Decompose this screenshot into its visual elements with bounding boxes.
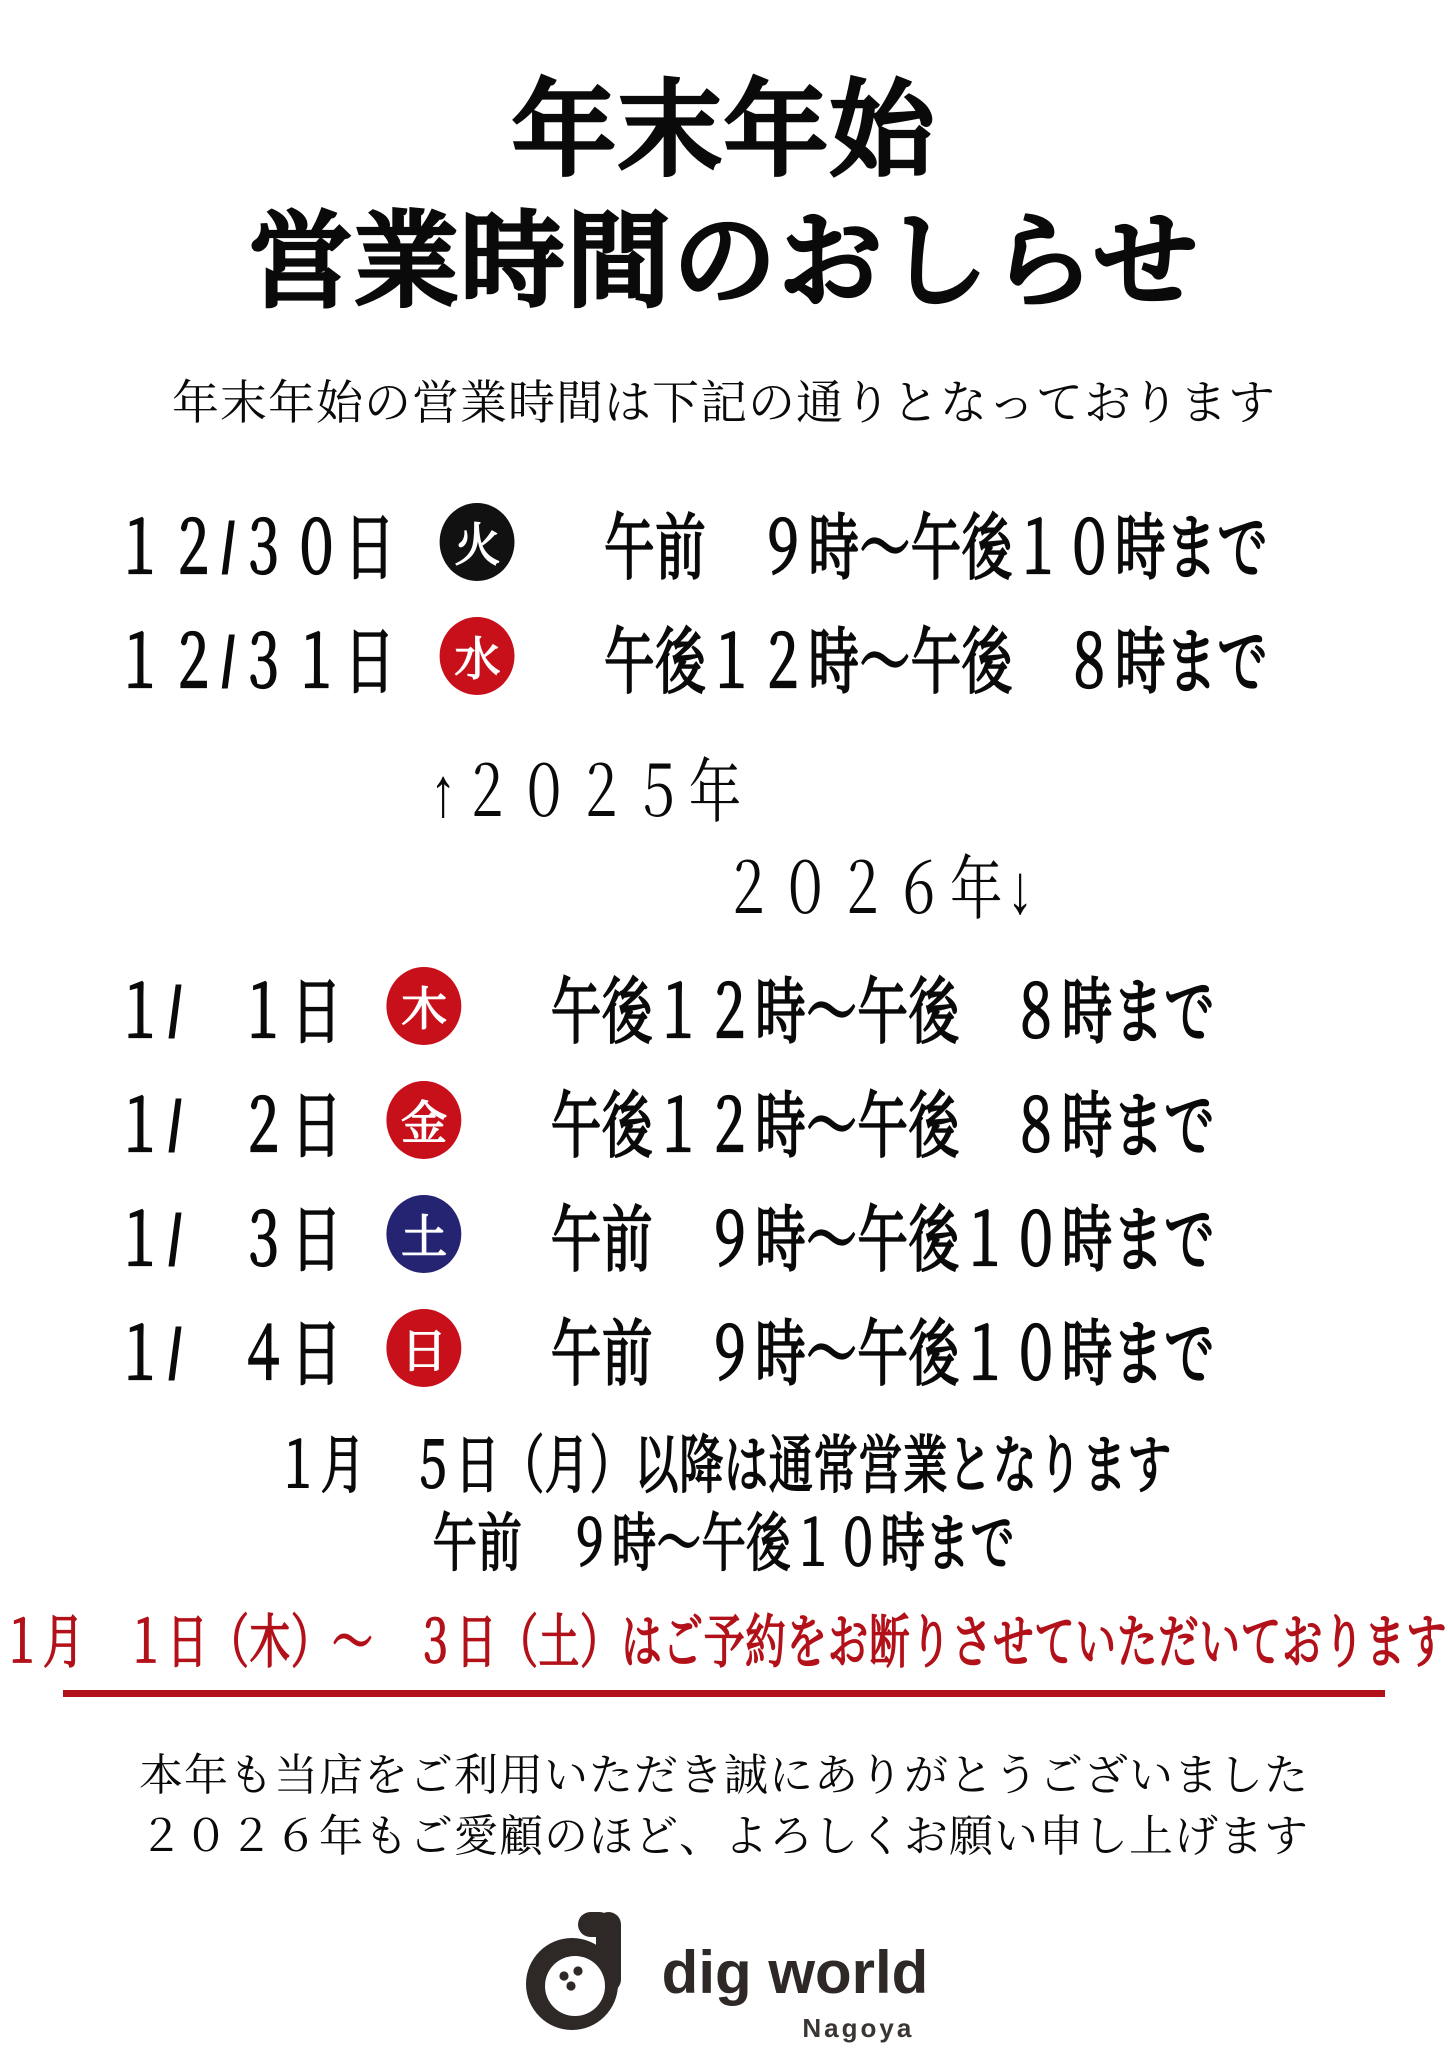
day-badge — [440, 503, 515, 581]
hours-schedule — [0, 485, 1448, 1405]
thanks-message — [139, 1745, 1309, 1868]
day-badge-label: 火 — [454, 519, 501, 572]
title-line-2: 営業時間のおしらせ — [248, 204, 1200, 321]
brand-name: dig world — [661, 1939, 929, 2007]
day-badge-label: 木 — [400, 983, 447, 1036]
bowling-ball-d-icon — [520, 1910, 642, 2032]
warning-underline — [63, 1690, 1385, 1697]
schedule-time: 午後１２時～午後 ８時まで — [550, 1087, 1216, 1168]
poster-subtitle: 年末年始の営業時間は下記の通りとなっております — [172, 376, 1276, 430]
schedule-row — [0, 949, 1216, 1063]
schedule-time: 午後１２時～午後 ８時まで — [550, 973, 1216, 1054]
normal-hours-time: 午前 ９時～午後１０時まで — [432, 1508, 1016, 1579]
schedule-row — [0, 599, 1269, 713]
thanks-line-2: ２０２６年もご愛顧のほど、よろしくお願い申し上げます — [139, 1812, 1309, 1862]
year-2026-marker: ２０２６年↓ — [722, 850, 1038, 929]
day-badge-label: 土 — [400, 1211, 447, 1264]
poster-title — [0, 66, 1448, 328]
normal-hours-notice: １月 ５日（月）以降は通常営業となります — [276, 1431, 1172, 1502]
day-badge — [386, 1309, 461, 1387]
schedule-date: １２/３１日 — [114, 623, 398, 704]
schedule-date: １２/３０日 — [114, 509, 398, 590]
day-badge — [386, 1195, 461, 1273]
schedule-time: 午前 ９時～午後１０時まで — [550, 1201, 1216, 1282]
schedule-time: 午前 ９時～午後１０時まで — [550, 1315, 1216, 1396]
brand-location: Nagoya — [802, 2013, 915, 2044]
logo-text — [662, 1910, 929, 2044]
day-badge — [386, 1081, 461, 1159]
schedule-row — [0, 1177, 1216, 1291]
year-2025-marker: ↑２０２５年 — [430, 753, 746, 832]
day-badge-label: 日 — [400, 1325, 447, 1378]
schedule-date: １/ ２日 — [114, 1087, 345, 1168]
reservation-warning-text: １月 １日（木）～ ３日（土）はご予約をお断りさせていただいております — [1, 1610, 1447, 1676]
title-line-1: 年末年始 — [511, 73, 936, 189]
schedule-date: １/ ４日 — [114, 1315, 345, 1396]
schedule-date: １/ ３日 — [114, 1201, 345, 1282]
day-badge — [386, 967, 461, 1045]
schedule-row — [0, 1063, 1216, 1177]
store-logo — [0, 1910, 1448, 2044]
day-badge — [440, 617, 515, 695]
day-badge-label: 水 — [454, 633, 501, 686]
schedule-row — [0, 485, 1269, 599]
schedule-time: 午前 ９時～午後１０時まで — [604, 509, 1269, 590]
thanks-line-1: 本年も当店をご利用いただき誠にありがとうございました — [139, 1750, 1309, 1800]
day-badge-label: 金 — [400, 1097, 447, 1150]
schedule-time: 午後１２時～午後 ８時まで — [604, 623, 1269, 704]
schedule-date: １/ １日 — [114, 973, 345, 1054]
schedule-row — [0, 1291, 1216, 1405]
